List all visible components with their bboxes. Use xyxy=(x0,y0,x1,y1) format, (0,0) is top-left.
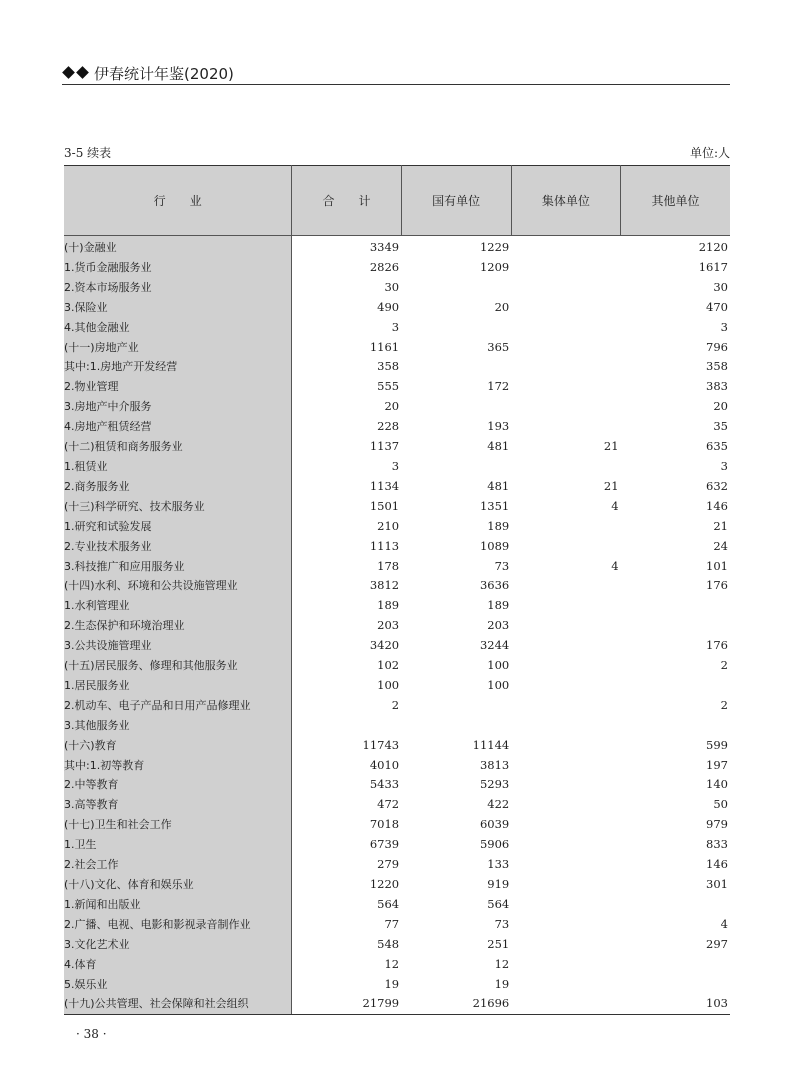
table-row xyxy=(64,236,730,258)
cell-collective xyxy=(511,397,620,417)
cell-other xyxy=(621,955,730,975)
cell-state: 564 xyxy=(487,896,510,911)
cell-collective xyxy=(511,517,620,537)
cell-total: 358 xyxy=(377,359,400,374)
cell-total: 21799 xyxy=(292,994,401,1014)
cell-total: 228 xyxy=(377,419,400,434)
cell-state: 12 xyxy=(494,956,510,971)
cell-collective xyxy=(511,457,620,477)
column-header-other: 其他单位 xyxy=(621,166,730,236)
statistics-table xyxy=(64,165,730,1015)
cell-other xyxy=(621,716,730,736)
row-industry-name: (十)金融业 xyxy=(64,236,292,258)
row-industry-name: (十六)教育 xyxy=(64,736,292,756)
cell-collective xyxy=(511,377,620,397)
cell-state xyxy=(401,397,511,417)
diamond-icon xyxy=(62,66,75,79)
cell-collective xyxy=(511,676,620,696)
cell-other: 470 xyxy=(706,299,728,314)
cell-total: 100 xyxy=(377,677,400,692)
row-industry-name: 2.广播、电视、电影和影视录音制作业 xyxy=(64,915,292,935)
cell-state xyxy=(401,357,511,377)
cell-collective xyxy=(511,616,620,636)
row-industry-name: 2.资本市场服务业 xyxy=(64,278,292,298)
table-row xyxy=(64,537,730,557)
row-industry-name: (十四)水利、环境和公共设施管理业 xyxy=(64,576,292,596)
row-industry-name: 2.物业管理 xyxy=(64,377,292,397)
table-row xyxy=(64,875,730,895)
table-row xyxy=(64,318,730,338)
cell-collective xyxy=(511,258,620,278)
cell-other: 197 xyxy=(706,757,728,772)
row-industry-name: 3.文化艺术业 xyxy=(64,935,292,955)
cell-collective xyxy=(511,318,620,338)
cell-other: 2120 xyxy=(698,240,728,254)
cell-state: 251 xyxy=(487,936,510,951)
cell-other: 599 xyxy=(706,737,728,752)
row-industry-name: (十三)科学研究、技术服务业 xyxy=(64,497,292,517)
cell-collective: 21 xyxy=(603,478,619,493)
cell-other: 30 xyxy=(713,279,728,294)
cell-total: 555 xyxy=(377,379,400,394)
running-header xyxy=(62,62,730,85)
row-industry-name: 2.机动车、电子产品和日用产品修理业 xyxy=(64,696,292,716)
cell-state: 189 xyxy=(487,598,510,613)
cell-collective xyxy=(511,537,620,557)
cell-collective xyxy=(511,955,620,975)
cell-collective xyxy=(511,875,620,895)
cell-collective xyxy=(511,756,620,776)
cell-total: 1134 xyxy=(369,478,400,493)
cell-collective xyxy=(511,278,620,298)
cell-state: 19 xyxy=(494,976,510,991)
table-row xyxy=(64,994,730,1014)
row-industry-name: 5.娱乐业 xyxy=(64,975,292,995)
cell-state: 21696 xyxy=(401,994,511,1014)
row-industry-name: 4.其他金融业 xyxy=(64,318,292,338)
cell-collective xyxy=(511,815,620,835)
cell-other xyxy=(621,616,730,636)
cell-other: 635 xyxy=(706,439,728,454)
cell-other: 176 xyxy=(706,638,728,653)
cell-total: 210 xyxy=(377,518,400,533)
row-industry-name: 2.社会工作 xyxy=(64,855,292,875)
cell-state: 1229 xyxy=(479,240,510,254)
cell-other: 301 xyxy=(706,877,728,891)
table-row xyxy=(64,377,730,397)
cell-state: 73 xyxy=(494,558,510,573)
cell-collective xyxy=(511,736,620,756)
cell-total: 1161 xyxy=(369,339,400,354)
row-industry-name: 1.研究和试验发展 xyxy=(64,517,292,537)
table-row xyxy=(64,616,730,636)
cell-other: 833 xyxy=(706,837,728,852)
table-row xyxy=(64,517,730,537)
cell-total: 1137 xyxy=(369,439,400,454)
cell-state xyxy=(401,318,511,338)
cell-other: 358 xyxy=(706,359,728,374)
column-header-total: 合 计 xyxy=(292,166,401,236)
table-row xyxy=(64,795,730,815)
cell-state: 481 xyxy=(487,439,510,454)
cell-collective xyxy=(511,855,620,875)
table-row xyxy=(64,636,730,656)
table-row xyxy=(64,576,730,596)
cell-total: 19 xyxy=(384,976,400,991)
table-row xyxy=(64,298,730,318)
cell-other xyxy=(621,975,730,995)
table-id: 3-5 续表 xyxy=(64,146,112,160)
cell-total: 490 xyxy=(377,299,400,314)
row-industry-name: 3.科技推广和应用服务业 xyxy=(64,557,292,577)
cell-collective xyxy=(511,795,620,815)
cell-state: 1351 xyxy=(479,498,510,513)
cell-total: 20 xyxy=(384,399,400,414)
table-row xyxy=(64,596,730,616)
table-row xyxy=(64,397,730,417)
cell-other: 796 xyxy=(706,339,728,354)
cell-total: 4010 xyxy=(369,757,400,772)
row-industry-name: 其中:1.房地产开发经营 xyxy=(64,357,292,377)
cell-other: 383 xyxy=(706,379,728,394)
cell-total: 1501 xyxy=(369,498,400,513)
row-industry-name: 4.体育 xyxy=(64,955,292,975)
cell-state: 20 xyxy=(494,299,510,314)
cell-state xyxy=(401,716,511,736)
cell-collective xyxy=(511,417,620,437)
cell-other: 35 xyxy=(713,419,728,434)
table-row xyxy=(64,338,730,358)
cell-state: 422 xyxy=(487,797,510,812)
cell-collective xyxy=(511,298,620,318)
row-industry-name: 3.保险业 xyxy=(64,298,292,318)
cell-other: 1617 xyxy=(698,259,728,274)
cell-total: 3420 xyxy=(369,638,400,653)
cell-state xyxy=(401,696,511,716)
cell-total: 3349 xyxy=(369,240,400,254)
cell-total: 11743 xyxy=(362,737,400,752)
cell-other: 140 xyxy=(706,777,728,792)
row-industry-name: 1.水利管理业 xyxy=(64,596,292,616)
cell-collective xyxy=(511,636,620,656)
cell-collective xyxy=(511,576,620,596)
column-header-collective: 集体单位 xyxy=(511,166,620,236)
cell-state: 3244 xyxy=(479,638,510,653)
cell-collective xyxy=(511,716,620,736)
table-row xyxy=(64,975,730,995)
book-title: 伊春统计年鉴(2020) xyxy=(94,65,234,83)
cell-collective: 4 xyxy=(611,498,619,513)
row-industry-name: (十七)卫生和社会工作 xyxy=(64,815,292,835)
table-row xyxy=(64,775,730,795)
row-industry-name: 1.货币金融服务业 xyxy=(64,258,292,278)
cell-other: 146 xyxy=(706,498,728,513)
cell-total xyxy=(292,716,401,736)
cell-other xyxy=(621,676,730,696)
cell-total: 3812 xyxy=(369,578,400,593)
cell-total: 1113 xyxy=(369,538,400,553)
column-header-state: 国有单位 xyxy=(401,166,511,236)
cell-total: 6739 xyxy=(369,837,400,852)
cell-total: 203 xyxy=(377,618,400,633)
cell-collective xyxy=(511,775,620,795)
cell-other: 176 xyxy=(706,578,728,593)
table-row xyxy=(64,895,730,915)
cell-collective: 4 xyxy=(611,558,619,573)
cell-state: 481 xyxy=(487,478,510,493)
cell-other: 297 xyxy=(706,936,728,951)
cell-other: 2 xyxy=(720,658,728,673)
cell-state: 3813 xyxy=(479,757,510,772)
cell-state xyxy=(401,457,511,477)
table-row xyxy=(64,497,730,517)
cell-total: 102 xyxy=(377,658,400,673)
cell-other: 50 xyxy=(713,797,728,812)
cell-state: 100 xyxy=(487,658,510,673)
cell-state: 3636 xyxy=(479,578,510,593)
cell-total: 5433 xyxy=(369,777,400,792)
table-row xyxy=(64,417,730,437)
table-row xyxy=(64,815,730,835)
row-industry-name: 其中:1.初等教育 xyxy=(64,756,292,776)
cell-other: 979 xyxy=(706,817,728,832)
cell-collective xyxy=(511,656,620,676)
cell-collective xyxy=(511,935,620,955)
cell-other xyxy=(621,895,730,915)
cell-state: 5906 xyxy=(479,837,510,852)
diamond-icon xyxy=(76,66,89,79)
cell-total: 189 xyxy=(377,598,400,613)
cell-total: 548 xyxy=(377,936,400,951)
cell-other: 632 xyxy=(706,478,728,493)
row-industry-name: 1.新闻和出版业 xyxy=(64,895,292,915)
table-header-row xyxy=(64,166,730,236)
table-row xyxy=(64,716,730,736)
table-row xyxy=(64,736,730,756)
row-industry-name: 3.其他服务业 xyxy=(64,716,292,736)
cell-collective xyxy=(511,835,620,855)
cell-collective xyxy=(511,994,620,1014)
row-industry-name: 2.专业技术服务业 xyxy=(64,537,292,557)
cell-state: 5293 xyxy=(479,777,510,792)
cell-total: 2826 xyxy=(369,259,400,274)
row-industry-name: 1.卫生 xyxy=(64,835,292,855)
cell-total: 472 xyxy=(377,797,400,812)
cell-collective xyxy=(511,975,620,995)
cell-collective: 21 xyxy=(603,439,619,454)
cell-collective xyxy=(511,236,620,258)
table-row xyxy=(64,557,730,577)
cell-other: 3 xyxy=(720,458,728,473)
row-industry-name: 1.居民服务业 xyxy=(64,676,292,696)
table-row xyxy=(64,915,730,935)
cell-state: 172 xyxy=(487,379,510,394)
table-row xyxy=(64,457,730,477)
row-industry-name: 3.高等教育 xyxy=(64,795,292,815)
cell-total: 178 xyxy=(377,558,400,573)
cell-total: 2 xyxy=(391,697,400,712)
table-row xyxy=(64,357,730,377)
row-industry-name: (十八)文化、体育和娱乐业 xyxy=(64,875,292,895)
table-row xyxy=(64,756,730,776)
cell-total: 279 xyxy=(377,857,400,872)
table-row xyxy=(64,935,730,955)
table-row xyxy=(64,258,730,278)
cell-other: 21 xyxy=(713,518,728,533)
row-industry-name: (十一)房地产业 xyxy=(64,338,292,358)
table-row xyxy=(64,855,730,875)
cell-other: 146 xyxy=(706,857,728,872)
column-header-industry: 行 业 xyxy=(64,166,292,236)
cell-collective xyxy=(511,338,620,358)
cell-other: 20 xyxy=(713,399,728,414)
row-industry-name: (十九)公共管理、社会保障和社会组织 xyxy=(64,994,292,1014)
row-industry-name: 2.生态保护和环境治理业 xyxy=(64,616,292,636)
cell-other: 4 xyxy=(720,916,728,931)
table-row xyxy=(64,656,730,676)
table-row xyxy=(64,676,730,696)
cell-other xyxy=(621,596,730,616)
table-body xyxy=(64,236,730,1015)
cell-total: 1220 xyxy=(369,877,400,891)
cell-other: 24 xyxy=(713,538,728,553)
table-row xyxy=(64,835,730,855)
row-industry-name: 3.公共设施管理业 xyxy=(64,636,292,656)
cell-total: 30 xyxy=(384,279,400,294)
cell-state: 203 xyxy=(487,618,510,633)
cell-total: 12 xyxy=(384,956,400,971)
cell-state: 100 xyxy=(487,677,510,692)
cell-state: 1089 xyxy=(479,538,510,553)
table-row xyxy=(64,477,730,497)
table-row xyxy=(64,696,730,716)
cell-total: 7018 xyxy=(369,817,400,832)
cell-state: 193 xyxy=(487,419,510,434)
cell-other: 101 xyxy=(706,558,728,573)
table-row xyxy=(64,437,730,457)
cell-collective xyxy=(511,696,620,716)
row-industry-name: 2.中等教育 xyxy=(64,775,292,795)
table-unit: 单位:人 xyxy=(689,146,730,160)
cell-state: 189 xyxy=(487,518,510,533)
cell-state: 919 xyxy=(487,877,510,891)
cell-other: 2 xyxy=(720,697,728,712)
page-number: · 38 · xyxy=(76,1027,107,1041)
cell-other: 103 xyxy=(621,994,730,1014)
row-industry-name: 4.房地产租赁经营 xyxy=(64,417,292,437)
row-industry-name: 2.商务服务业 xyxy=(64,477,292,497)
table-row xyxy=(64,278,730,298)
cell-state: 1209 xyxy=(479,259,510,274)
cell-total: 564 xyxy=(377,896,400,911)
cell-total: 3 xyxy=(391,458,400,473)
cell-state: 365 xyxy=(487,339,510,354)
cell-collective xyxy=(511,596,620,616)
cell-state: 6039 xyxy=(479,817,510,832)
cell-other: 3 xyxy=(720,319,728,334)
cell-collective xyxy=(511,915,620,935)
cell-state: 133 xyxy=(487,857,510,872)
cell-state: 11144 xyxy=(472,737,510,752)
row-industry-name: (十二)租赁和商务服务业 xyxy=(64,437,292,457)
cell-state: 73 xyxy=(494,916,510,931)
cell-collective xyxy=(511,357,620,377)
cell-total: 3 xyxy=(391,319,400,334)
cell-total: 77 xyxy=(384,916,400,931)
cell-state xyxy=(401,278,511,298)
row-industry-name: (十五)居民服务、修理和其他服务业 xyxy=(64,656,292,676)
row-industry-name: 1.租赁业 xyxy=(64,457,292,477)
cell-collective xyxy=(511,895,620,915)
table-row xyxy=(64,955,730,975)
row-industry-name: 3.房地产中介服务 xyxy=(64,397,292,417)
